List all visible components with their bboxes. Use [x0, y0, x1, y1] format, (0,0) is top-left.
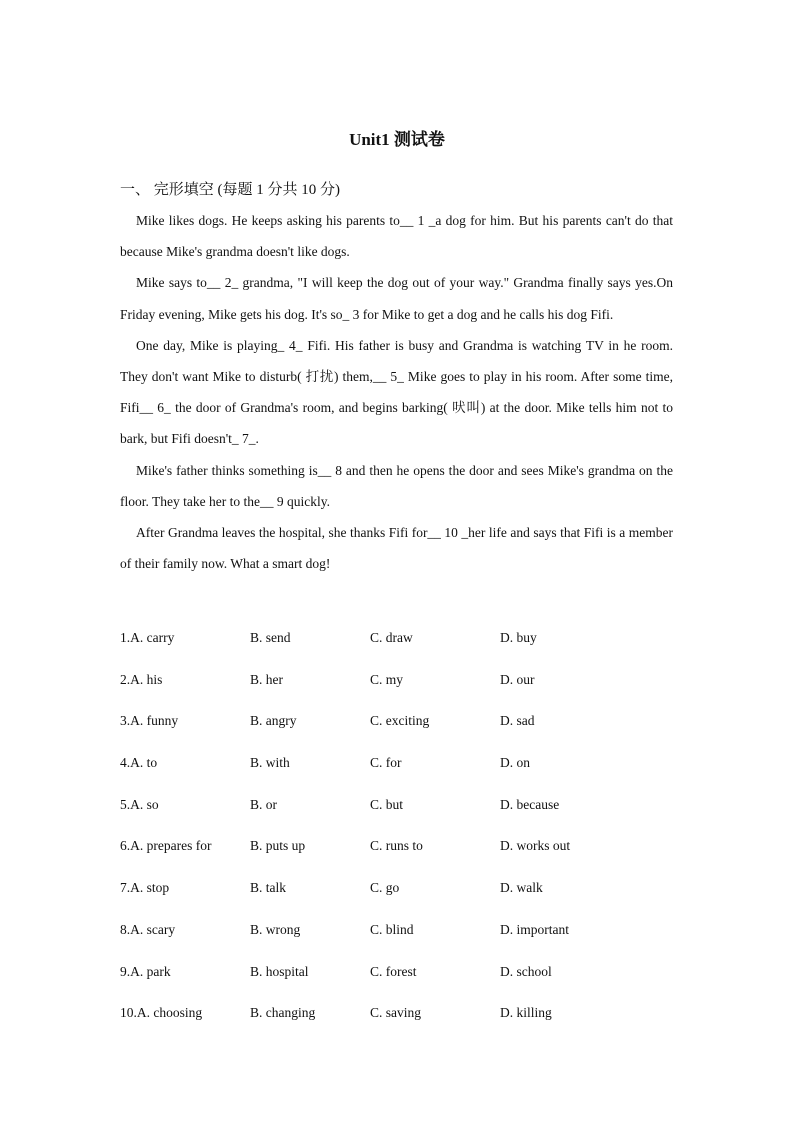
question-options-6 [120, 834, 680, 876]
paragraph-text: Mike says to__ 2_ grandma, "I will keep the dog out of your way." Grandma finally says yes.On Friday evening, Mike gets his dog. It's so_ 3 for Mike to get a dog and he calls his dog Fifi. [120, 275, 673, 322]
paragraph-text: Mike's father thinks something is__ 8 and then he opens the door and sees Mike's grandma on the floor. They take her to the__ 9 quickly. [120, 462, 673, 509]
option-a: 2.A. his [120, 671, 163, 687]
page-title: Unit1 测试卷 [349, 130, 445, 149]
section-heading: 一、 完形填空 (每题 1 分共 10 分) [120, 182, 340, 198]
question-options-9 [120, 960, 680, 1002]
question-options-5 [120, 793, 680, 835]
passage-paragraph [120, 330, 673, 455]
option-b: B. or [250, 796, 277, 812]
option-d: D. buy [500, 630, 537, 645]
option-b: B. changing [250, 1005, 316, 1021]
option-a: 10.A. choosing [120, 1005, 203, 1021]
option-d: D. sad [500, 713, 535, 729]
option-b: B. angry [250, 713, 297, 729]
question-options-1 [120, 626, 680, 668]
cloze-passage [120, 205, 673, 579]
option-d: D. works out [500, 838, 571, 854]
answer-options [120, 626, 680, 1043]
paragraph-text: One day, Mike is playing_ 4_ Fifi. His father is busy and Grandma is watching TV in he room. They don't want Mike to disturb( 打扰) them,__ 5_ Mike goes to play in his room. After some time, Fifi__ 6_ the door of Grandma's room, and begins barking( 吠叫) at the door. Mike tells him not to bark, but Fifi doesn't_ 7_. [120, 337, 673, 447]
question-options-3 [120, 709, 680, 751]
option-d: D. killing [500, 1005, 552, 1021]
option-a: 5.A. so [120, 796, 159, 812]
paragraph-text: Mike likes dogs. He keeps asking his parents to__ 1 _a dog for him. But his parents can't do that because Mike's grandma doesn't like dogs. [120, 213, 673, 260]
option-b: B. her [250, 671, 283, 687]
option-c: C. my [370, 671, 404, 687]
option-d: D. on [500, 755, 530, 771]
option-d: D. school [500, 963, 552, 979]
question-options-8 [120, 918, 680, 960]
option-c: C. forest [370, 963, 417, 979]
option-b: B. puts up [250, 838, 306, 854]
passage-paragraph [120, 455, 673, 517]
option-a: 1.A. carry [120, 630, 175, 645]
option-d: D. because [500, 796, 560, 812]
option-b: B. with [250, 755, 290, 771]
option-c: C. for [370, 755, 402, 771]
option-a: 7.A. stop [120, 880, 170, 896]
paragraph-text: After Grandma leaves the hospital, she thanks Fifi for__ 10 _her life and says that Fifi is a member of their family now. What a smart dog! [120, 525, 673, 572]
option-b: B. send [250, 630, 291, 645]
option-c: C. exciting [370, 713, 430, 729]
question-options-4 [120, 751, 680, 793]
option-c: C. draw [370, 630, 413, 645]
option-a: 6.A. prepares for [120, 838, 212, 854]
option-c: C. blind [370, 921, 414, 937]
option-a: 4.A. to [120, 755, 158, 771]
option-a: 3.A. funny [120, 713, 179, 729]
question-options-2 [120, 668, 680, 710]
passage-paragraph [120, 205, 673, 267]
question-options-7 [120, 876, 680, 918]
option-b: B. hospital [250, 963, 309, 979]
option-b: B. talk [250, 880, 286, 896]
option-b: B. wrong [250, 921, 301, 937]
question-options-10 [120, 1001, 680, 1043]
option-a: 8.A. scary [120, 921, 176, 937]
option-c: C. saving [370, 1005, 422, 1021]
passage-paragraph [120, 267, 673, 329]
option-d: D. walk [500, 880, 543, 896]
option-c: C. runs to [370, 838, 423, 854]
passage-paragraph [120, 517, 673, 579]
option-c: C. but [370, 796, 404, 812]
option-a: 9.A. park [120, 963, 171, 979]
option-d: D. important [500, 921, 569, 937]
option-d: D. our [500, 671, 535, 687]
option-c: C. go [370, 880, 400, 896]
